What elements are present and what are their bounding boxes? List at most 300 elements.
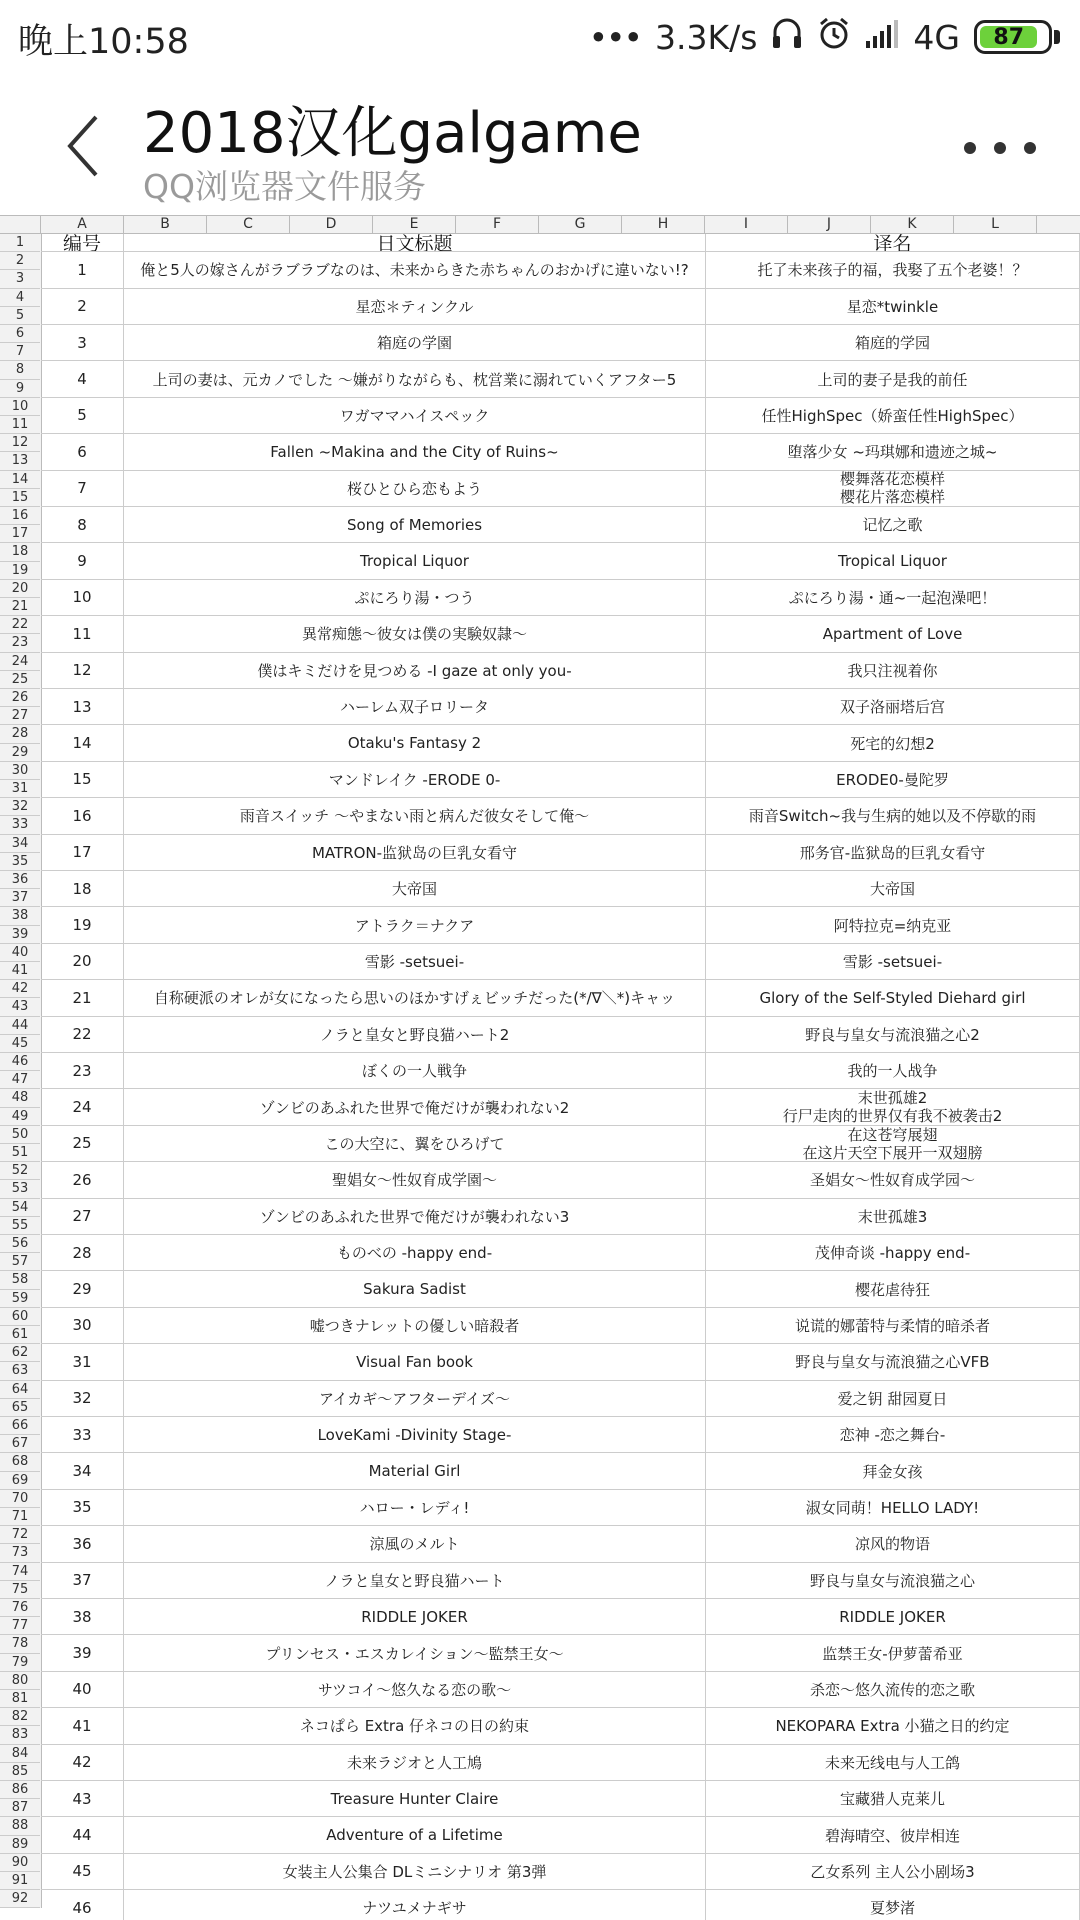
cell-number[interactable]: 22: [41, 1017, 124, 1052]
cell-cn-title[interactable]: [706, 434, 1080, 469]
cell-number[interactable]: 9: [41, 543, 124, 578]
cell-cn-title[interactable]: [706, 1126, 1080, 1161]
cn-title-line: 在这苍穹展翅: [847, 1125, 938, 1144]
cell-number[interactable]: 27: [41, 1199, 124, 1234]
row-number[interactable]: 5: [0, 307, 40, 325]
table-row: [41, 1672, 1080, 1708]
row-number[interactable]: 26: [0, 689, 40, 707]
row-number[interactable]: 72: [0, 1526, 40, 1544]
row-number[interactable]: 53: [0, 1180, 40, 1198]
table-row: [41, 325, 1080, 361]
cell-jp-title[interactable]: 大帝国: [124, 871, 706, 906]
cell-jp-title[interactable]: RIDDLE JOKER: [124, 1599, 706, 1634]
cell-number[interactable]: 7: [41, 471, 124, 506]
row-number[interactable]: 83: [0, 1726, 40, 1744]
cell-number[interactable]: 18: [41, 871, 124, 906]
cell-jp-title[interactable]: ノラと皇女と野良猫ハート2: [124, 1017, 706, 1052]
cn-title-line: 死宅的幻想2: [850, 734, 935, 753]
column-letter-b[interactable]: B: [124, 216, 207, 233]
cell-number[interactable]: 30: [41, 1308, 124, 1343]
row-number[interactable]: 70: [0, 1490, 40, 1508]
cn-title-line: 说谎的娜蕾特与柔情的暗杀者: [794, 1316, 990, 1335]
cell-number[interactable]: 44: [41, 1817, 124, 1852]
row-number[interactable]: 30: [0, 762, 40, 780]
cell-cn-title[interactable]: [706, 1599, 1080, 1634]
row-number[interactable]: 11: [0, 416, 40, 434]
cell-jp-title[interactable]: 僕はキミだけを見つめる -I gaze at only you-: [124, 653, 706, 688]
cell-jp-title[interactable]: 俺と5人の嫁さんがラブラブなのは、未来からきた赤ちゃんのおかげに違いない!?: [124, 252, 706, 287]
network-type: 4G: [913, 17, 960, 57]
cell-jp-title[interactable]: ゾンビのあふれた世界で俺だけが襲われない3: [124, 1199, 706, 1234]
row-number[interactable]: 84: [0, 1745, 40, 1763]
table-row: [41, 616, 1080, 652]
row-number[interactable]: 80: [0, 1672, 40, 1690]
cell-number[interactable]: 6: [41, 434, 124, 469]
cell-jp-title[interactable]: プリンセス・エスカレイション～監禁王女～: [124, 1635, 706, 1670]
row-number[interactable]: 74: [0, 1563, 40, 1581]
row-number[interactable]: 46: [0, 1053, 40, 1071]
cell-jp-title[interactable]: MATRON-监狱岛の巨乳女看守: [124, 835, 706, 870]
row-number[interactable]: 40: [0, 944, 40, 962]
cn-title-line: 爱之钥 甜园夏日: [837, 1389, 948, 1408]
cell-jp-title[interactable]: 桜ひとひら恋もよう: [124, 471, 706, 506]
cell-jp-title[interactable]: 雨音スイッチ ～やまない雨と病んだ彼女そして俺～: [124, 798, 706, 833]
column-letter-k[interactable]: K: [871, 216, 954, 233]
row-number[interactable]: 64: [0, 1381, 40, 1399]
cell-number[interactable]: 45: [41, 1854, 124, 1889]
row-number[interactable]: 19: [0, 562, 40, 580]
row-number[interactable]: 2: [0, 252, 40, 270]
cell-cn-title[interactable]: [706, 1526, 1080, 1561]
cell-jp-title[interactable]: サツコイ～悠久なる恋の歌～: [124, 1672, 706, 1707]
column-letter-j[interactable]: J: [788, 216, 871, 233]
cn-title-line: 圣娼女～性奴育成学园～: [809, 1171, 975, 1190]
row-number[interactable]: 92: [0, 1890, 40, 1908]
row-number[interactable]: 61: [0, 1326, 40, 1344]
row-number[interactable]: 14: [0, 471, 40, 489]
cell-jp-title[interactable]: 上司の妻は、元カノでした ～嫌がりながらも、枕営業に溺れていくアフター5: [124, 361, 706, 396]
cell-number[interactable]: 25: [41, 1126, 124, 1161]
cell-jp-title[interactable]: 自称硬派のオレが女になったら思いのほかすげぇビッチだった(*/∇＼*)キャッ: [124, 980, 706, 1015]
row-number[interactable]: 21: [0, 598, 40, 616]
cell-cn-title[interactable]: [706, 1854, 1080, 1889]
cell-cn-title[interactable]: [706, 1817, 1080, 1852]
column-header-bar: [0, 215, 1080, 234]
cn-title-line: 恋神 -恋之舞台-: [839, 1426, 946, 1445]
cn-title-line: 星恋*twinkle: [846, 297, 939, 316]
cell-jp-title[interactable]: Fallen ~Makina and the City of Ruins~: [124, 434, 706, 469]
column-letter-l[interactable]: L: [954, 216, 1037, 233]
row-number[interactable]: 45: [0, 1035, 40, 1053]
cell-number[interactable]: 28: [41, 1235, 124, 1270]
row-number[interactable]: 28: [0, 725, 40, 743]
cn-title-line: 夏梦渚: [869, 1899, 915, 1918]
sheet-corner[interactable]: [0, 216, 41, 233]
cell-cn-title[interactable]: [706, 580, 1080, 615]
battery-icon: [974, 20, 1060, 54]
row-number[interactable]: 57: [0, 1253, 40, 1271]
row-number[interactable]: 36: [0, 871, 40, 889]
cell-jp-title[interactable]: アトラク＝ナクア: [124, 907, 706, 942]
cell-jp-title[interactable]: Otaku's Fantasy 2: [124, 725, 706, 760]
row-number[interactable]: 38: [0, 907, 40, 925]
table-row: [41, 1089, 1080, 1125]
cn-title-line: 我的一人战争: [847, 1062, 938, 1081]
cell-jp-title[interactable]: ハロー・レディ!: [124, 1490, 706, 1525]
row-number[interactable]: 89: [0, 1836, 40, 1854]
row-number[interactable]: 25: [0, 671, 40, 689]
row-number[interactable]: 15: [0, 489, 40, 507]
row-number[interactable]: 42: [0, 980, 40, 998]
cell-cn-title[interactable]: [706, 1053, 1080, 1088]
cell-cn-title[interactable]: [706, 616, 1080, 651]
table-row: [41, 1745, 1080, 1781]
cell-number[interactable]: 19: [41, 907, 124, 942]
row-number[interactable]: 66: [0, 1417, 40, 1435]
row-number[interactable]: 76: [0, 1599, 40, 1617]
cell-cn-title[interactable]: [706, 653, 1080, 688]
row-number[interactable]: 86: [0, 1781, 40, 1799]
cell-number[interactable]: 43: [41, 1781, 124, 1816]
row-number[interactable]: 81: [0, 1690, 40, 1708]
cell-cn-title[interactable]: [706, 1381, 1080, 1416]
cell-jp-title[interactable]: 星恋＊ティンクル: [124, 289, 706, 324]
cell-number[interactable]: 10: [41, 580, 124, 615]
row-number[interactable]: 35: [0, 853, 40, 871]
cn-title-line: 上司的妻子是我的前任: [817, 370, 968, 389]
row-number[interactable]: 18: [0, 543, 40, 561]
cell-number[interactable]: 46: [41, 1890, 124, 1920]
cell-cn-title[interactable]: [706, 1490, 1080, 1525]
cell-cn-title[interactable]: [706, 1635, 1080, 1670]
row-number[interactable]: 34: [0, 835, 40, 853]
row-number[interactable]: 1: [0, 234, 40, 252]
row-number[interactable]: 7: [0, 343, 40, 361]
more-dots-icon[interactable]: [960, 133, 1040, 163]
cell-number[interactable]: 14: [41, 725, 124, 760]
column-letter-d[interactable]: D: [290, 216, 373, 233]
cell-number[interactable]: 2: [41, 289, 124, 324]
cell-number[interactable]: 12: [41, 653, 124, 688]
row-number[interactable]: 55: [0, 1217, 40, 1235]
row-number[interactable]: 4: [0, 289, 40, 307]
cell-jp-title[interactable]: 未来ラジオと人工鳩: [124, 1745, 706, 1780]
row-number[interactable]: 77: [0, 1617, 40, 1635]
cell-jp-title[interactable]: この大空に、翼をひろげて: [124, 1126, 706, 1161]
page-subtitle: QQ浏览器文件服务: [143, 167, 426, 206]
dots-indicator: •••: [588, 17, 641, 57]
cell-jp-title[interactable]: Song of Memories: [124, 507, 706, 542]
table-row: [41, 1199, 1080, 1235]
row-number[interactable]: 63: [0, 1362, 40, 1380]
cell-jp-title[interactable]: ネコぱら Extra 仔ネコの日の約束: [124, 1708, 706, 1743]
table-row: [41, 471, 1080, 507]
cell-number[interactable]: 35: [41, 1490, 124, 1525]
column-letter-a[interactable]: A: [41, 216, 124, 233]
cell-cn-title[interactable]: [706, 398, 1080, 433]
cn-title-line: ERODE0-曼陀罗: [836, 770, 949, 789]
cell-number[interactable]: 17: [41, 835, 124, 870]
cell-number[interactable]: 31: [41, 1344, 124, 1379]
spreadsheet[interactable]: [0, 215, 1080, 1920]
cell-cn-title[interactable]: [706, 507, 1080, 542]
cn-title-line: 记忆之歌: [862, 516, 923, 535]
cell-cn-title[interactable]: [706, 1235, 1080, 1270]
table-row: [41, 762, 1080, 798]
cell-cn-title[interactable]: [706, 1308, 1080, 1343]
cn-title-line: Glory of the Self-Styled Diehard girl: [759, 988, 1026, 1007]
cell-number[interactable]: 41: [41, 1708, 124, 1743]
cn-title-line: 碧海晴空、彼岸相连: [824, 1826, 960, 1845]
cell-jp-title[interactable]: アイカギ～アフターデイズ～: [124, 1381, 706, 1416]
cell-number[interactable]: 5: [41, 398, 124, 433]
cell-number[interactable]: 23: [41, 1053, 124, 1088]
cell-jp-title[interactable]: 女装主人公集合 DLミニシナリオ 第3弾: [124, 1854, 706, 1889]
row-number[interactable]: 90: [0, 1854, 40, 1872]
row-number[interactable]: 58: [0, 1271, 40, 1289]
cn-title-line: 托了未来孩子的福，我娶了五个老婆！？: [757, 261, 1028, 280]
row-number[interactable]: 65: [0, 1399, 40, 1417]
cell-cn-title[interactable]: [706, 1199, 1080, 1234]
header-cell-cn-title[interactable]: 译名: [706, 234, 1080, 251]
cell-number[interactable]: 3: [41, 325, 124, 360]
row-number[interactable]: 13: [0, 452, 40, 470]
row-number[interactable]: 54: [0, 1199, 40, 1217]
row-number[interactable]: 10: [0, 398, 40, 416]
cell-number[interactable]: 42: [41, 1745, 124, 1780]
cell-cn-title[interactable]: [706, 944, 1080, 979]
cn-title-line: 野良与皇女与流浪猫之心VFB: [795, 1353, 990, 1372]
table-row: [41, 1599, 1080, 1635]
row-number[interactable]: 31: [0, 780, 40, 798]
row-number[interactable]: 44: [0, 1017, 40, 1035]
cell-jp-title[interactable]: Tropical Liquor: [124, 543, 706, 578]
table-row: [41, 1381, 1080, 1417]
cell-jp-title[interactable]: Visual Fan book: [124, 1344, 706, 1379]
cell-jp-title[interactable]: 涼風のメルト: [124, 1526, 706, 1561]
cell-number[interactable]: 20: [41, 944, 124, 979]
cell-number[interactable]: 1: [41, 252, 124, 287]
cell-number[interactable]: 15: [41, 762, 124, 797]
row-number[interactable]: 59: [0, 1290, 40, 1308]
cell-number[interactable]: 36: [41, 1526, 124, 1561]
table-row: [41, 1817, 1080, 1853]
row-number[interactable]: 27: [0, 707, 40, 725]
cell-jp-title[interactable]: ハーレム双子ロリータ: [124, 689, 706, 724]
row-number[interactable]: 39: [0, 926, 40, 944]
cell-cn-title[interactable]: [706, 325, 1080, 360]
row-number[interactable]: 51: [0, 1144, 40, 1162]
row-number[interactable]: 41: [0, 962, 40, 980]
cn-title-line: 在这片天空下展开一双翅膀: [802, 1143, 983, 1162]
row-number[interactable]: 50: [0, 1126, 40, 1144]
cell-cn-title[interactable]: [706, 725, 1080, 760]
row-number[interactable]: 73: [0, 1544, 40, 1562]
cell-cn-title[interactable]: [706, 1162, 1080, 1197]
column-letter-f[interactable]: F: [456, 216, 539, 233]
cell-number[interactable]: 8: [41, 507, 124, 542]
row-number[interactable]: 23: [0, 634, 40, 652]
row-number[interactable]: 6: [0, 325, 40, 343]
back-arrow-icon[interactable]: [60, 111, 110, 181]
row-number[interactable]: 43: [0, 998, 40, 1016]
row-number[interactable]: 91: [0, 1872, 40, 1890]
cell-jp-title[interactable]: 雪影 -setsuei-: [124, 944, 706, 979]
cell-jp-title[interactable]: Treasure Hunter Claire: [124, 1781, 706, 1816]
cell-jp-title[interactable]: Adventure of a Lifetime: [124, 1817, 706, 1852]
row-number[interactable]: 24: [0, 653, 40, 671]
cell-jp-title[interactable]: 異常痴態～彼女は僕の実験奴隷～: [124, 616, 706, 651]
cn-title-line: 监禁王女-伊萝蕾希亚: [822, 1644, 963, 1663]
row-header-bar: [0, 234, 42, 1908]
table-row: [41, 1344, 1080, 1380]
cn-title-line: 末世孤雄3: [857, 1207, 928, 1226]
cell-number[interactable]: 11: [41, 616, 124, 651]
cell-cn-title[interactable]: [706, 1563, 1080, 1598]
row-number[interactable]: 79: [0, 1654, 40, 1672]
cell-cn-title[interactable]: [706, 689, 1080, 724]
row-number[interactable]: 85: [0, 1763, 40, 1781]
row-number[interactable]: 56: [0, 1235, 40, 1253]
cell-cn-title[interactable]: [706, 543, 1080, 578]
cell-jp-title[interactable]: ゾンビのあふれた世界で俺だけが襲われない2: [124, 1089, 706, 1124]
row-number[interactable]: 16: [0, 507, 40, 525]
column-letter-e[interactable]: E: [373, 216, 456, 233]
row-number[interactable]: 32: [0, 798, 40, 816]
cell-number[interactable]: 16: [41, 798, 124, 833]
cell-cn-title[interactable]: [706, 471, 1080, 506]
row-number[interactable]: 68: [0, 1453, 40, 1471]
cell-cn-title[interactable]: [706, 798, 1080, 833]
cell-cn-title[interactable]: [706, 835, 1080, 870]
header-cell-jp-title[interactable]: 日文标题: [124, 234, 706, 251]
row-number[interactable]: 47: [0, 1071, 40, 1089]
row-number[interactable]: 88: [0, 1817, 40, 1835]
row-number[interactable]: 3: [0, 270, 40, 288]
cell-number[interactable]: 21: [41, 980, 124, 1015]
cell-cn-title[interactable]: [706, 871, 1080, 906]
cell-cn-title[interactable]: [706, 1890, 1080, 1920]
cell-number[interactable]: 32: [41, 1381, 124, 1416]
cell-jp-title[interactable]: ナツユメナギサ: [124, 1890, 706, 1920]
cell-cn-title[interactable]: [706, 1708, 1080, 1743]
cn-title-line: 双子洛丽塔后宫: [839, 698, 945, 717]
cell-jp-title[interactable]: ぼくの一人戦争: [124, 1053, 706, 1088]
cell-cn-title[interactable]: [706, 252, 1080, 287]
battery-level: 87: [980, 26, 1037, 48]
cell-jp-title[interactable]: ノラと皇女と野良猫ハート: [124, 1563, 706, 1598]
cell-number[interactable]: 26: [41, 1162, 124, 1197]
cell-jp-title[interactable]: 箱庭の学園: [124, 325, 706, 360]
cell-cn-title[interactable]: [706, 762, 1080, 797]
cell-number[interactable]: 40: [41, 1672, 124, 1707]
cell-number[interactable]: 39: [41, 1635, 124, 1670]
table-row: [41, 653, 1080, 689]
row-number[interactable]: 78: [0, 1635, 40, 1653]
cell-cn-title[interactable]: [706, 1781, 1080, 1816]
row-number[interactable]: 82: [0, 1708, 40, 1726]
column-letter-h[interactable]: H: [622, 216, 705, 233]
cell-cn-title[interactable]: [706, 1672, 1080, 1707]
row-number[interactable]: 17: [0, 525, 40, 543]
cell-jp-title[interactable]: LoveKami -Divinity Stage-: [124, 1417, 706, 1452]
cell-cn-title[interactable]: [706, 1344, 1080, 1379]
row-number[interactable]: 75: [0, 1581, 40, 1599]
cn-title-line: 任性HighSpec（娇蛮任性HighSpec）: [761, 406, 1024, 425]
cell-jp-title[interactable]: 聖娼女～性奴育成学園～: [124, 1162, 706, 1197]
cell-number[interactable]: 33: [41, 1417, 124, 1452]
cn-title-line: 末世孤雄2: [857, 1089, 928, 1108]
row-number[interactable]: 20: [0, 580, 40, 598]
row-number[interactable]: 12: [0, 434, 40, 452]
cn-title-line: 雨音Switch~我与生病的她以及不停歇的雨: [748, 807, 1037, 826]
cell-jp-title[interactable]: ワガママハイスペック: [124, 398, 706, 433]
status-time: 晚上10:58: [18, 22, 189, 62]
cell-number[interactable]: 24: [41, 1089, 124, 1124]
column-letter-i[interactable]: I: [705, 216, 788, 233]
cell-jp-title[interactable]: 嘘つきナレットの優しい暗殺者: [124, 1308, 706, 1343]
table-row: [41, 1271, 1080, 1307]
row-number[interactable]: 71: [0, 1508, 40, 1526]
cell-cn-title[interactable]: [706, 980, 1080, 1015]
row-number[interactable]: 69: [0, 1472, 40, 1490]
row-number[interactable]: 62: [0, 1344, 40, 1362]
table-row: [41, 1635, 1080, 1671]
cell-number[interactable]: 37: [41, 1563, 124, 1598]
cell-cn-title[interactable]: [706, 361, 1080, 396]
cell-number[interactable]: 4: [41, 361, 124, 396]
row-number[interactable]: 33: [0, 816, 40, 834]
cell-number[interactable]: 29: [41, 1271, 124, 1306]
cell-cn-title[interactable]: [706, 907, 1080, 942]
cell-cn-title[interactable]: [706, 1745, 1080, 1780]
table-row: [41, 361, 1080, 397]
cell-jp-title[interactable]: ぷにろり湯・つう: [124, 580, 706, 615]
header-cell-num[interactable]: 编号: [41, 234, 124, 251]
cell-cn-title[interactable]: [706, 1017, 1080, 1052]
column-letter-c[interactable]: C: [207, 216, 290, 233]
row-number[interactable]: 49: [0, 1108, 40, 1126]
row-number[interactable]: 22: [0, 616, 40, 634]
row-number[interactable]: 9: [0, 380, 40, 398]
status-icons: [589, 12, 1060, 62]
row-number[interactable]: 52: [0, 1162, 40, 1180]
row-number[interactable]: 8: [0, 361, 40, 379]
table-row: [41, 398, 1080, 434]
cell-number[interactable]: 34: [41, 1453, 124, 1488]
cell-cn-title[interactable]: [706, 1453, 1080, 1488]
row-number[interactable]: 87: [0, 1799, 40, 1817]
cell-cn-title[interactable]: [706, 1271, 1080, 1306]
row-number[interactable]: 67: [0, 1435, 40, 1453]
cell-jp-title[interactable]: Sakura Sadist: [124, 1271, 706, 1306]
row-number[interactable]: 48: [0, 1089, 40, 1107]
cell-cn-title[interactable]: [706, 1089, 1080, 1124]
cell-cn-title[interactable]: [706, 1417, 1080, 1452]
cn-title-line: 茂伸奇谈 -happy end-: [814, 1244, 971, 1263]
row-number[interactable]: 29: [0, 744, 40, 762]
cell-jp-title[interactable]: Material Girl: [124, 1453, 706, 1488]
table-row: [41, 507, 1080, 543]
cell-jp-title[interactable]: ものべの -happy end-: [124, 1235, 706, 1270]
row-number[interactable]: 37: [0, 889, 40, 907]
cell-jp-title[interactable]: マンドレイク -ERODE 0-: [124, 762, 706, 797]
cell-number[interactable]: 13: [41, 689, 124, 724]
column-letter-g[interactable]: G: [539, 216, 622, 233]
row-number[interactable]: 60: [0, 1308, 40, 1326]
cell-number[interactable]: 38: [41, 1599, 124, 1634]
cell-cn-title[interactable]: [706, 289, 1080, 324]
